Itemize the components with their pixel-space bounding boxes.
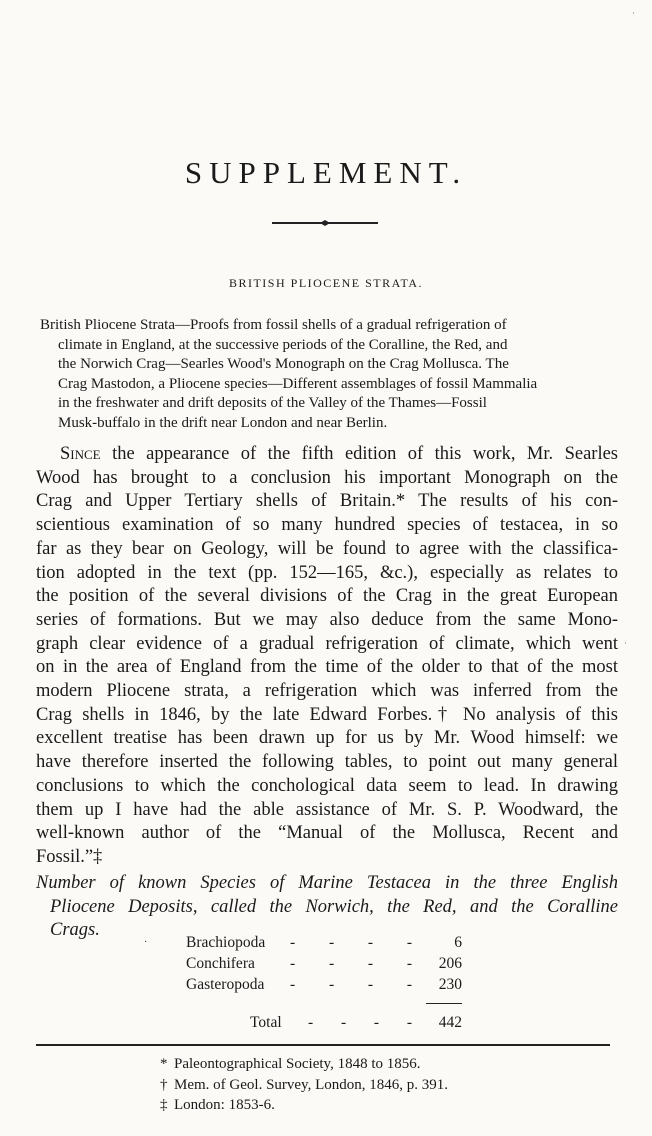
body-line: series of formations. But we may also deduce from the same Mono- [36, 609, 618, 630]
footnote-rule [36, 1044, 610, 1046]
ornament-rule-icon [272, 216, 378, 230]
body-line: far as they bear on Geology, will be found to agree with the classifica- [36, 538, 618, 559]
caption-line: Pliocene Deposits, called the Norwich, the Red, and the Coralline [50, 896, 618, 917]
species-count: 230 [438, 976, 462, 993]
body-line: conclusions to which the conchological data seem to lead. In drawing [36, 775, 618, 796]
group-name: Brachiopoda [186, 934, 266, 951]
leader-dashes: - - - - [290, 934, 412, 951]
footnote-mark: ‡ [160, 1097, 168, 1113]
body-paragraph [36, 443, 618, 870]
species-table [186, 934, 462, 997]
leader-dashes: - - - - [290, 955, 412, 972]
body-line: tion adopted in the text (pp. 152—165, &c.), especially as relates to [36, 562, 618, 583]
footnote [160, 1075, 448, 1096]
summary-line: British Pliocene Strata—Proofs from fossil shells of a gradual refrigeration of [40, 317, 507, 333]
caption-line: Crags. [50, 920, 100, 940]
total-count: 442 [438, 1014, 462, 1031]
body-line: modern Pliocene strata, a refrigeration which was inferred from the [36, 681, 618, 702]
print-speck: · [624, 638, 627, 648]
summary-line: the Norwich Crag—Searles Wood's Monograph on the Crag Mollusca. The [58, 356, 509, 372]
summary-line: climate in England, at the successive periods of the Coralline, the Red, and [58, 336, 508, 353]
body-line: Wood has brought to a conclusion his important Monograph on the [36, 467, 618, 488]
footnote-text: London: 1853-6. [174, 1097, 275, 1113]
footnote-mark: † [160, 1076, 168, 1093]
body-line: Since the appearance of the fifth edition of this work, Mr. Searles [60, 444, 618, 464]
table-row [186, 955, 462, 976]
footnote [160, 1095, 448, 1116]
body-line: well-known author of the “Manual of the Mollusca, Recent and [36, 823, 618, 844]
footnote-text: Mem. of Geol. Survey, London, 1846, p. 391. [174, 1076, 448, 1093]
group-name: Gasteropoda [186, 976, 265, 993]
total-label: Total [250, 1014, 282, 1031]
print-speck: · [144, 937, 148, 948]
species-count: 6 [454, 934, 462, 951]
body-line: scientious examination of so many hundred species of testacea, in so [36, 515, 618, 536]
table-row [186, 976, 462, 997]
print-speck: · [632, 8, 635, 18]
page-title: SUPPLEMENT. [184, 154, 468, 190]
drop-word: Since [60, 444, 101, 464]
caption-line: Number of known Species of Marine Testacea in the three English [36, 873, 618, 893]
table-caption [36, 872, 618, 943]
footnotes [160, 1054, 448, 1116]
total-row [250, 1014, 462, 1032]
leader-dashes: - - - - [290, 976, 412, 993]
body-line: Crag and Upper Tertiary shells of Britain.* The results of his con- [36, 491, 618, 512]
footnote [160, 1054, 448, 1075]
summary-line: in the freshwater and drift deposits of the Valley of the Thames—Fossil [58, 395, 487, 411]
species-count: 206 [438, 955, 462, 972]
body-line: excellent treatise has been drawn up for us by Mr. Wood himself: we [36, 728, 618, 749]
leader-dashes: - - - - [308, 1014, 412, 1031]
summary-line: Crag Mastodon, a Pliocene species—Different assemblages of fossil Mammalia [58, 375, 538, 392]
footnote-text: Paleontographical Society, 1848 to 1856. [174, 1056, 421, 1072]
summary-line: Musk-buffalo in the drift near London and near Berlin. [58, 414, 388, 431]
body-line: the position of the several divisions of the Crag in the great European [36, 586, 618, 607]
body-line: Crag shells in 1846, by the late Edward Forbes.† No analysis of this [36, 704, 618, 725]
chapter-summary [40, 316, 618, 433]
body-line: them up I have had the able assistance of Mr. S. P. Woodward, the [36, 799, 618, 820]
section-heading: BRITISH PLIOCENE STRATA. [228, 276, 424, 290]
footnote-mark: * [160, 1056, 168, 1072]
body-line: Fossil.”‡ [36, 846, 103, 867]
table-row [186, 934, 462, 955]
body-line: have therefore inserted the following tables, to point out many general [36, 752, 618, 773]
body-line: on in the area of England from the time of the older to that of the most [36, 657, 618, 678]
total-rule [426, 1003, 462, 1004]
group-name: Conchifera [186, 955, 255, 972]
body-line: graph clear evidence of a gradual refrigeration of climate, which went [36, 633, 618, 654]
